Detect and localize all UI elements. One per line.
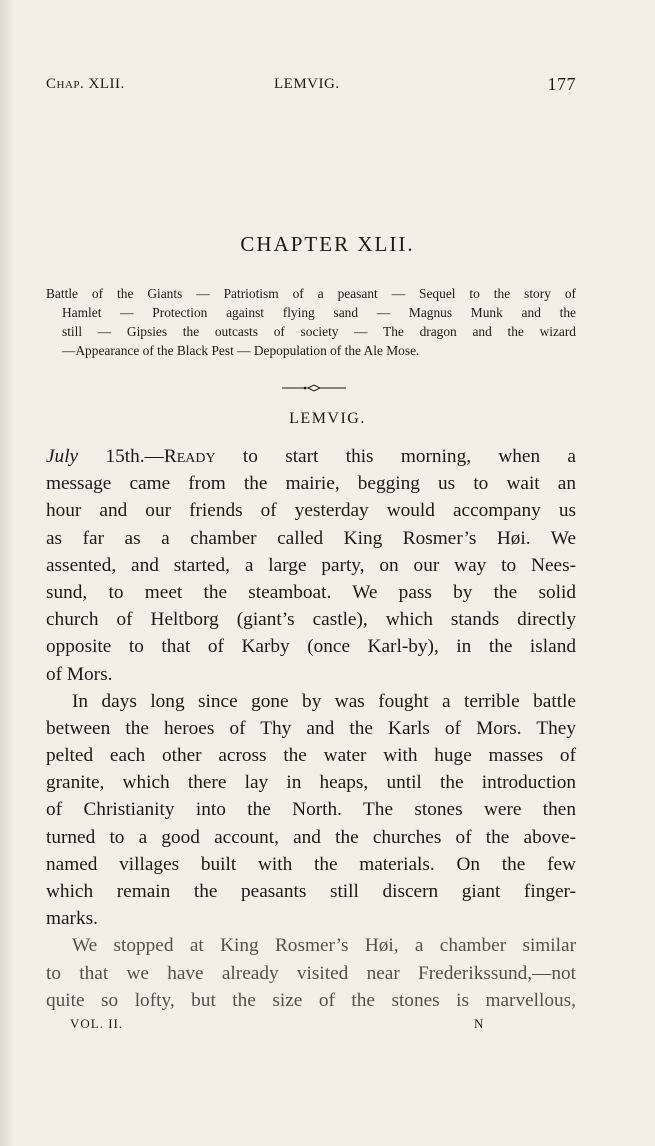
body-line: church of Heltborg (giant’s castle), which stands directly — [46, 609, 576, 631]
body-line: marks. — [46, 908, 98, 930]
body-line: which remain the peasants still discern giant finger- — [46, 881, 576, 902]
footer-signature: N — [474, 1016, 485, 1031]
gutter-shadow — [0, 0, 14, 1146]
body-line: sund, to meet the steamboat. We pass by the solid — [46, 581, 576, 603]
synopsis-line: Hamlet — Protection against flying sand — Magnus Munk and the — [62, 305, 576, 320]
page-number: 177 — [547, 74, 576, 94]
body-line: of Mors. — [46, 663, 113, 685]
body-line-first — [46, 443, 576, 470]
synopsis-line: —Appearance of the Black Pest — Depopulation of the Ale Mose. — [62, 343, 420, 358]
body-line: to that we have already visited near Frederikssund,—not — [46, 962, 576, 984]
body-line: pelted each other across the water with huge masses of — [46, 745, 576, 767]
date-month: July — [46, 446, 79, 467]
running-head-chapter: Chap. XLII. — [46, 76, 125, 92]
ornament-divider-icon — [282, 384, 346, 392]
body-line: named villages built with the materials. On the few — [46, 853, 576, 875]
date-day: 15th. — [105, 446, 145, 467]
synopsis-line: still — Gipsies the outcasts of society — The dragon and the wizard — [62, 324, 576, 339]
body-line: In days long since gone by was fought a terrible battle — [72, 690, 576, 712]
body-line: of Christianity into the North. The stones were then — [46, 799, 576, 821]
section-heading: LEMVIG. — [289, 410, 366, 427]
synopsis-line: Battle of the Giants — Patriotism of a peasant — Sequel to the story of — [46, 286, 576, 301]
first-line-rest: to start this morning, when a — [215, 446, 576, 467]
body-line: quite so lofty, but the size of the stones is marvellous, — [46, 989, 576, 1011]
chapter-synopsis — [46, 284, 576, 360]
body-line: assented, and started, a large party, on our way to Nees- — [46, 554, 576, 576]
body-line: turned to a good account, and the churches of the above- — [46, 826, 576, 848]
ready-word: Ready — [163, 446, 216, 467]
body-line: as far as a chamber called King Rosmer’s Høi. We — [46, 527, 576, 549]
footer-volume: VOL. II. — [70, 1016, 124, 1031]
body-line: opposite to that of Karby (once Karl-by), in the island — [46, 636, 576, 658]
date-dash: — — [144, 446, 164, 467]
body-line: granite, which there lay in heaps, until the introduction — [46, 772, 576, 794]
chapter-title: CHAPTER XLII. — [240, 232, 415, 256]
body-line: hour and our friends of yesterday would accompany us — [46, 500, 576, 522]
body-line: between the heroes of Thy and the Karls of Mors. They — [46, 717, 576, 739]
body-line: We stopped at King Rosmer’s Høi, a chamber similar — [72, 935, 576, 957]
body-text — [46, 443, 576, 1014]
running-head — [46, 74, 576, 98]
running-head-title: LEMVIG. — [274, 76, 340, 92]
body-line: message came from the mairie, begging us to wait an — [46, 473, 576, 495]
